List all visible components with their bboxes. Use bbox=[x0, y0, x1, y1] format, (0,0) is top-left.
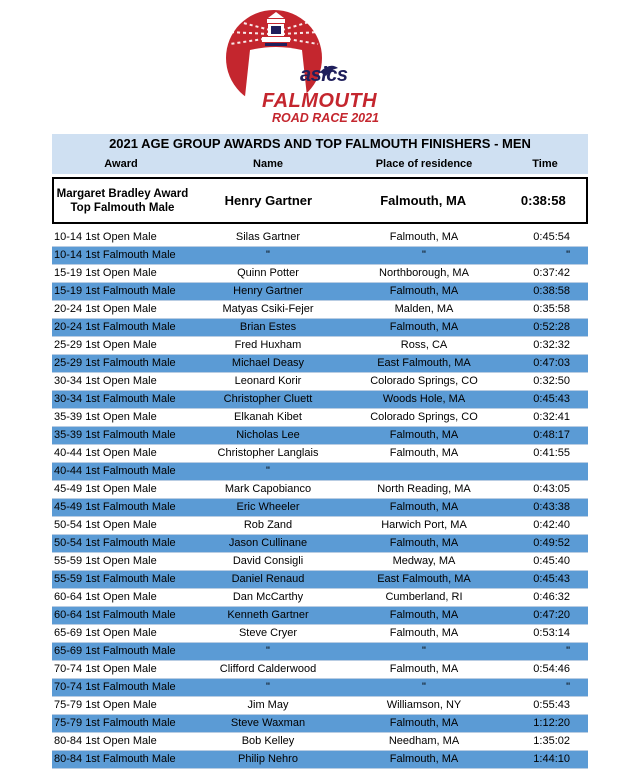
time-cell: 0:41:55 bbox=[533, 447, 570, 459]
time-cell: 0:49:52 bbox=[533, 537, 570, 549]
event-subtitle: ROAD RACE 2021 bbox=[272, 111, 379, 125]
place-cell: Cumberland, RI bbox=[385, 591, 463, 603]
header-award: Award bbox=[104, 158, 138, 170]
award-cell: 25-29 1st Falmouth Male bbox=[54, 357, 176, 369]
time-cell: 0:35:58 bbox=[533, 303, 570, 315]
award-cell: 65-69 1st Open Male bbox=[54, 627, 157, 639]
place-cell: Medway, MA bbox=[392, 555, 456, 567]
place-cell: Woods Hole, MA bbox=[382, 393, 466, 405]
time-cell: 0:42:40 bbox=[533, 519, 570, 531]
table-row bbox=[52, 409, 588, 427]
event-name: FALMOUTH bbox=[262, 90, 378, 112]
place-cell: Northborough, MA bbox=[379, 267, 469, 279]
place-cell: Colorado Springs, CO bbox=[370, 411, 478, 423]
header-name: Name bbox=[253, 158, 283, 170]
table-row bbox=[52, 463, 588, 481]
name-cell: Bob Kelley bbox=[241, 735, 295, 747]
table-row bbox=[52, 481, 588, 499]
name-cell: Daniel Renaud bbox=[231, 573, 305, 585]
name-cell: Matyas Csiki-Fejer bbox=[222, 303, 314, 315]
time-cell: 0:32:41 bbox=[533, 411, 570, 423]
award-cell: 45-49 1st Falmouth Male bbox=[54, 501, 176, 513]
time-cell: 0:54:46 bbox=[533, 663, 570, 675]
time-cell: 0:45:40 bbox=[533, 555, 570, 567]
place-cell: North Reading, MA bbox=[377, 483, 471, 495]
name-cell: Mark Capobianco bbox=[224, 483, 312, 495]
place-cell: Falmouth, MA bbox=[389, 537, 459, 549]
time-cell: 0:43:05 bbox=[533, 483, 570, 495]
time-cell: 0:38:58 bbox=[533, 285, 570, 297]
award-cell: 10-14 1st Falmouth Male bbox=[54, 249, 176, 261]
table-row bbox=[52, 319, 588, 337]
table-row bbox=[52, 517, 588, 535]
place-cell: East Falmouth, MA bbox=[377, 357, 471, 369]
place-cell: Falmouth, MA bbox=[389, 627, 459, 639]
place-cell: Falmouth, MA bbox=[389, 447, 459, 459]
table-body bbox=[52, 229, 588, 769]
table-row bbox=[52, 427, 588, 445]
time-cell: 0:47:20 bbox=[533, 609, 570, 621]
table-row bbox=[52, 373, 588, 391]
award-cell: 10-14 1st Open Male bbox=[54, 231, 157, 243]
award-cell: 75-79 1st Open Male bbox=[54, 699, 157, 711]
name-cell: Christopher Langlais bbox=[217, 447, 319, 459]
award-cell: 40-44 1st Falmouth Male bbox=[54, 465, 176, 477]
table-row bbox=[52, 571, 588, 589]
time-cell bbox=[502, 463, 588, 480]
table-row bbox=[52, 625, 588, 643]
time-cell: " bbox=[566, 645, 570, 657]
award-cell: 60-64 1st Falmouth Male bbox=[54, 609, 176, 621]
place-cell: Ross, CA bbox=[400, 339, 448, 351]
time-cell: 0:47:03 bbox=[533, 357, 570, 369]
header-time: Time bbox=[532, 158, 558, 170]
name-cell: Henry Gartner bbox=[233, 285, 303, 297]
featured-award-title: Margaret Bradley Award Top Falmouth Male bbox=[56, 187, 189, 214]
place-cell: Falmouth, MA bbox=[389, 231, 459, 243]
award-cell: 50-54 1st Falmouth Male bbox=[54, 537, 176, 549]
award-cell: 75-79 1st Falmouth Male bbox=[54, 717, 176, 729]
award-cell: 45-49 1st Open Male bbox=[54, 483, 157, 495]
table-row bbox=[52, 247, 588, 265]
place-cell: Williamson, NY bbox=[386, 699, 462, 711]
event-logo bbox=[212, 6, 382, 128]
featured-time: 0:38:58 bbox=[520, 193, 566, 208]
award-cell: 35-39 1st Open Male bbox=[54, 411, 157, 423]
place-cell: East Falmouth, MA bbox=[377, 573, 471, 585]
table-row bbox=[52, 391, 588, 409]
table-row bbox=[52, 337, 588, 355]
award-cell: 20-24 1st Open Male bbox=[54, 303, 157, 315]
table-row bbox=[52, 607, 588, 625]
table-row bbox=[52, 535, 588, 553]
award-cell: 55-59 1st Falmouth Male bbox=[54, 573, 176, 585]
place-cell: Falmouth, MA bbox=[389, 663, 459, 675]
time-cell: 0:32:50 bbox=[533, 375, 570, 387]
place-cell: Harwich Port, MA bbox=[381, 519, 467, 531]
table-row bbox=[52, 229, 588, 247]
table-row bbox=[52, 553, 588, 571]
time-cell: 0:55:43 bbox=[533, 699, 570, 711]
time-cell: 0:53:14 bbox=[533, 627, 570, 639]
time-cell: 0:45:43 bbox=[533, 393, 570, 405]
place-cell: Malden, MA bbox=[394, 303, 454, 315]
name-cell: Kenneth Gartner bbox=[227, 609, 309, 621]
table-row bbox=[52, 733, 588, 751]
time-cell: 0:52:28 bbox=[533, 321, 570, 333]
place-cell: Falmouth, MA bbox=[389, 753, 459, 765]
time-cell: 0:37:42 bbox=[533, 267, 570, 279]
time-cell: 0:32:32 bbox=[533, 339, 570, 351]
place-cell: Colorado Springs, CO bbox=[370, 375, 478, 387]
place-cell: Falmouth, MA bbox=[389, 429, 459, 441]
place-cell: Falmouth, MA bbox=[389, 609, 459, 621]
time-cell: 1:12:20 bbox=[533, 717, 570, 729]
place-cell: Falmouth, MA bbox=[389, 321, 459, 333]
table-row bbox=[52, 283, 588, 301]
award-cell: 15-19 1st Open Male bbox=[54, 267, 157, 279]
name-cell: Philip Nehro bbox=[238, 753, 298, 765]
time-cell: 0:48:17 bbox=[533, 429, 570, 441]
place-cell: " bbox=[422, 249, 426, 261]
name-cell: Eric Wheeler bbox=[236, 501, 300, 513]
name-cell: David Consigli bbox=[232, 555, 304, 567]
name-cell: Nicholas Lee bbox=[236, 429, 300, 441]
table-row bbox=[52, 589, 588, 607]
featured-name: Henry Gartner bbox=[224, 193, 313, 208]
place-cell: " bbox=[422, 645, 426, 657]
place-cell: Falmouth, MA bbox=[389, 717, 459, 729]
time-cell: " bbox=[566, 681, 570, 693]
award-cell: 70-74 1st Falmouth Male bbox=[54, 681, 176, 693]
award-cell: 80-84 1st Falmouth Male bbox=[54, 753, 176, 765]
time-cell: 0:45:43 bbox=[533, 573, 570, 585]
award-cell: 30-34 1st Falmouth Male bbox=[54, 393, 176, 405]
place-cell: Needham, MA bbox=[388, 735, 460, 747]
header-place: Place of residence bbox=[375, 158, 473, 170]
award-cell: 70-74 1st Open Male bbox=[54, 663, 157, 675]
name-cell: Leonard Korir bbox=[234, 375, 302, 387]
featured-award-row bbox=[52, 177, 588, 224]
award-cell: 30-34 1st Open Male bbox=[54, 375, 157, 387]
table-row bbox=[52, 715, 588, 733]
name-cell: Silas Gartner bbox=[235, 231, 301, 243]
name-cell: " bbox=[266, 681, 270, 693]
time-cell: 0:45:54 bbox=[533, 231, 570, 243]
table-row bbox=[52, 751, 588, 769]
table-row bbox=[52, 697, 588, 715]
name-cell: Christopher Cluett bbox=[223, 393, 313, 405]
results-table bbox=[52, 134, 588, 769]
name-cell: Jason Cullinane bbox=[228, 537, 308, 549]
name-cell: " bbox=[266, 249, 270, 261]
asics-brand-text: asics bbox=[300, 64, 348, 86]
name-cell: Brian Estes bbox=[239, 321, 297, 333]
name-cell: Dan McCarthy bbox=[232, 591, 304, 603]
award-cell: 80-84 1st Open Male bbox=[54, 735, 157, 747]
award-cell: 40-44 1st Open Male bbox=[54, 447, 157, 459]
table-row bbox=[52, 445, 588, 463]
name-cell: Steve Cryer bbox=[238, 627, 298, 639]
table-row bbox=[52, 355, 588, 373]
table-row bbox=[52, 301, 588, 319]
table-title: 2021 AGE GROUP AWARDS AND TOP FALMOUTH FINISHERS - MEN bbox=[52, 134, 588, 154]
place-cell: Falmouth, MA bbox=[389, 501, 459, 513]
name-cell: " bbox=[266, 465, 270, 477]
award-cell: 65-69 1st Falmouth Male bbox=[54, 645, 176, 657]
name-cell: Quinn Potter bbox=[237, 267, 299, 279]
time-cell: 0:43:38 bbox=[533, 501, 570, 513]
table-row bbox=[52, 499, 588, 517]
award-cell: 20-24 1st Falmouth Male bbox=[54, 321, 176, 333]
place-cell: " bbox=[422, 681, 426, 693]
time-cell: 1:44:10 bbox=[533, 753, 570, 765]
name-cell: Michael Deasy bbox=[231, 357, 305, 369]
table-row bbox=[52, 679, 588, 697]
award-cell: 55-59 1st Open Male bbox=[54, 555, 157, 567]
name-cell: Elkanah Kibet bbox=[234, 411, 302, 423]
award-cell: 25-29 1st Open Male bbox=[54, 339, 157, 351]
table-row bbox=[52, 643, 588, 661]
name-cell: Steve Waxman bbox=[230, 717, 306, 729]
table-row bbox=[52, 265, 588, 283]
name-cell: Jim May bbox=[247, 699, 289, 711]
name-cell: Rob Zand bbox=[243, 519, 293, 531]
time-cell: " bbox=[566, 249, 570, 261]
table-row bbox=[52, 661, 588, 679]
name-cell: Clifford Calderwood bbox=[219, 663, 317, 675]
time-cell: 0:46:32 bbox=[533, 591, 570, 603]
place-cell bbox=[346, 463, 502, 480]
featured-place: Falmouth, MA bbox=[380, 193, 467, 208]
name-cell: Fred Huxham bbox=[234, 339, 302, 351]
award-cell: 50-54 1st Open Male bbox=[54, 519, 157, 531]
place-cell: Falmouth, MA bbox=[389, 285, 459, 297]
time-cell: 1:35:02 bbox=[533, 735, 570, 747]
name-cell: " bbox=[266, 645, 270, 657]
award-cell: 60-64 1st Open Male bbox=[54, 591, 157, 603]
table-header bbox=[52, 154, 588, 174]
award-cell: 15-19 1st Falmouth Male bbox=[54, 285, 176, 297]
award-cell: 35-39 1st Falmouth Male bbox=[54, 429, 176, 441]
